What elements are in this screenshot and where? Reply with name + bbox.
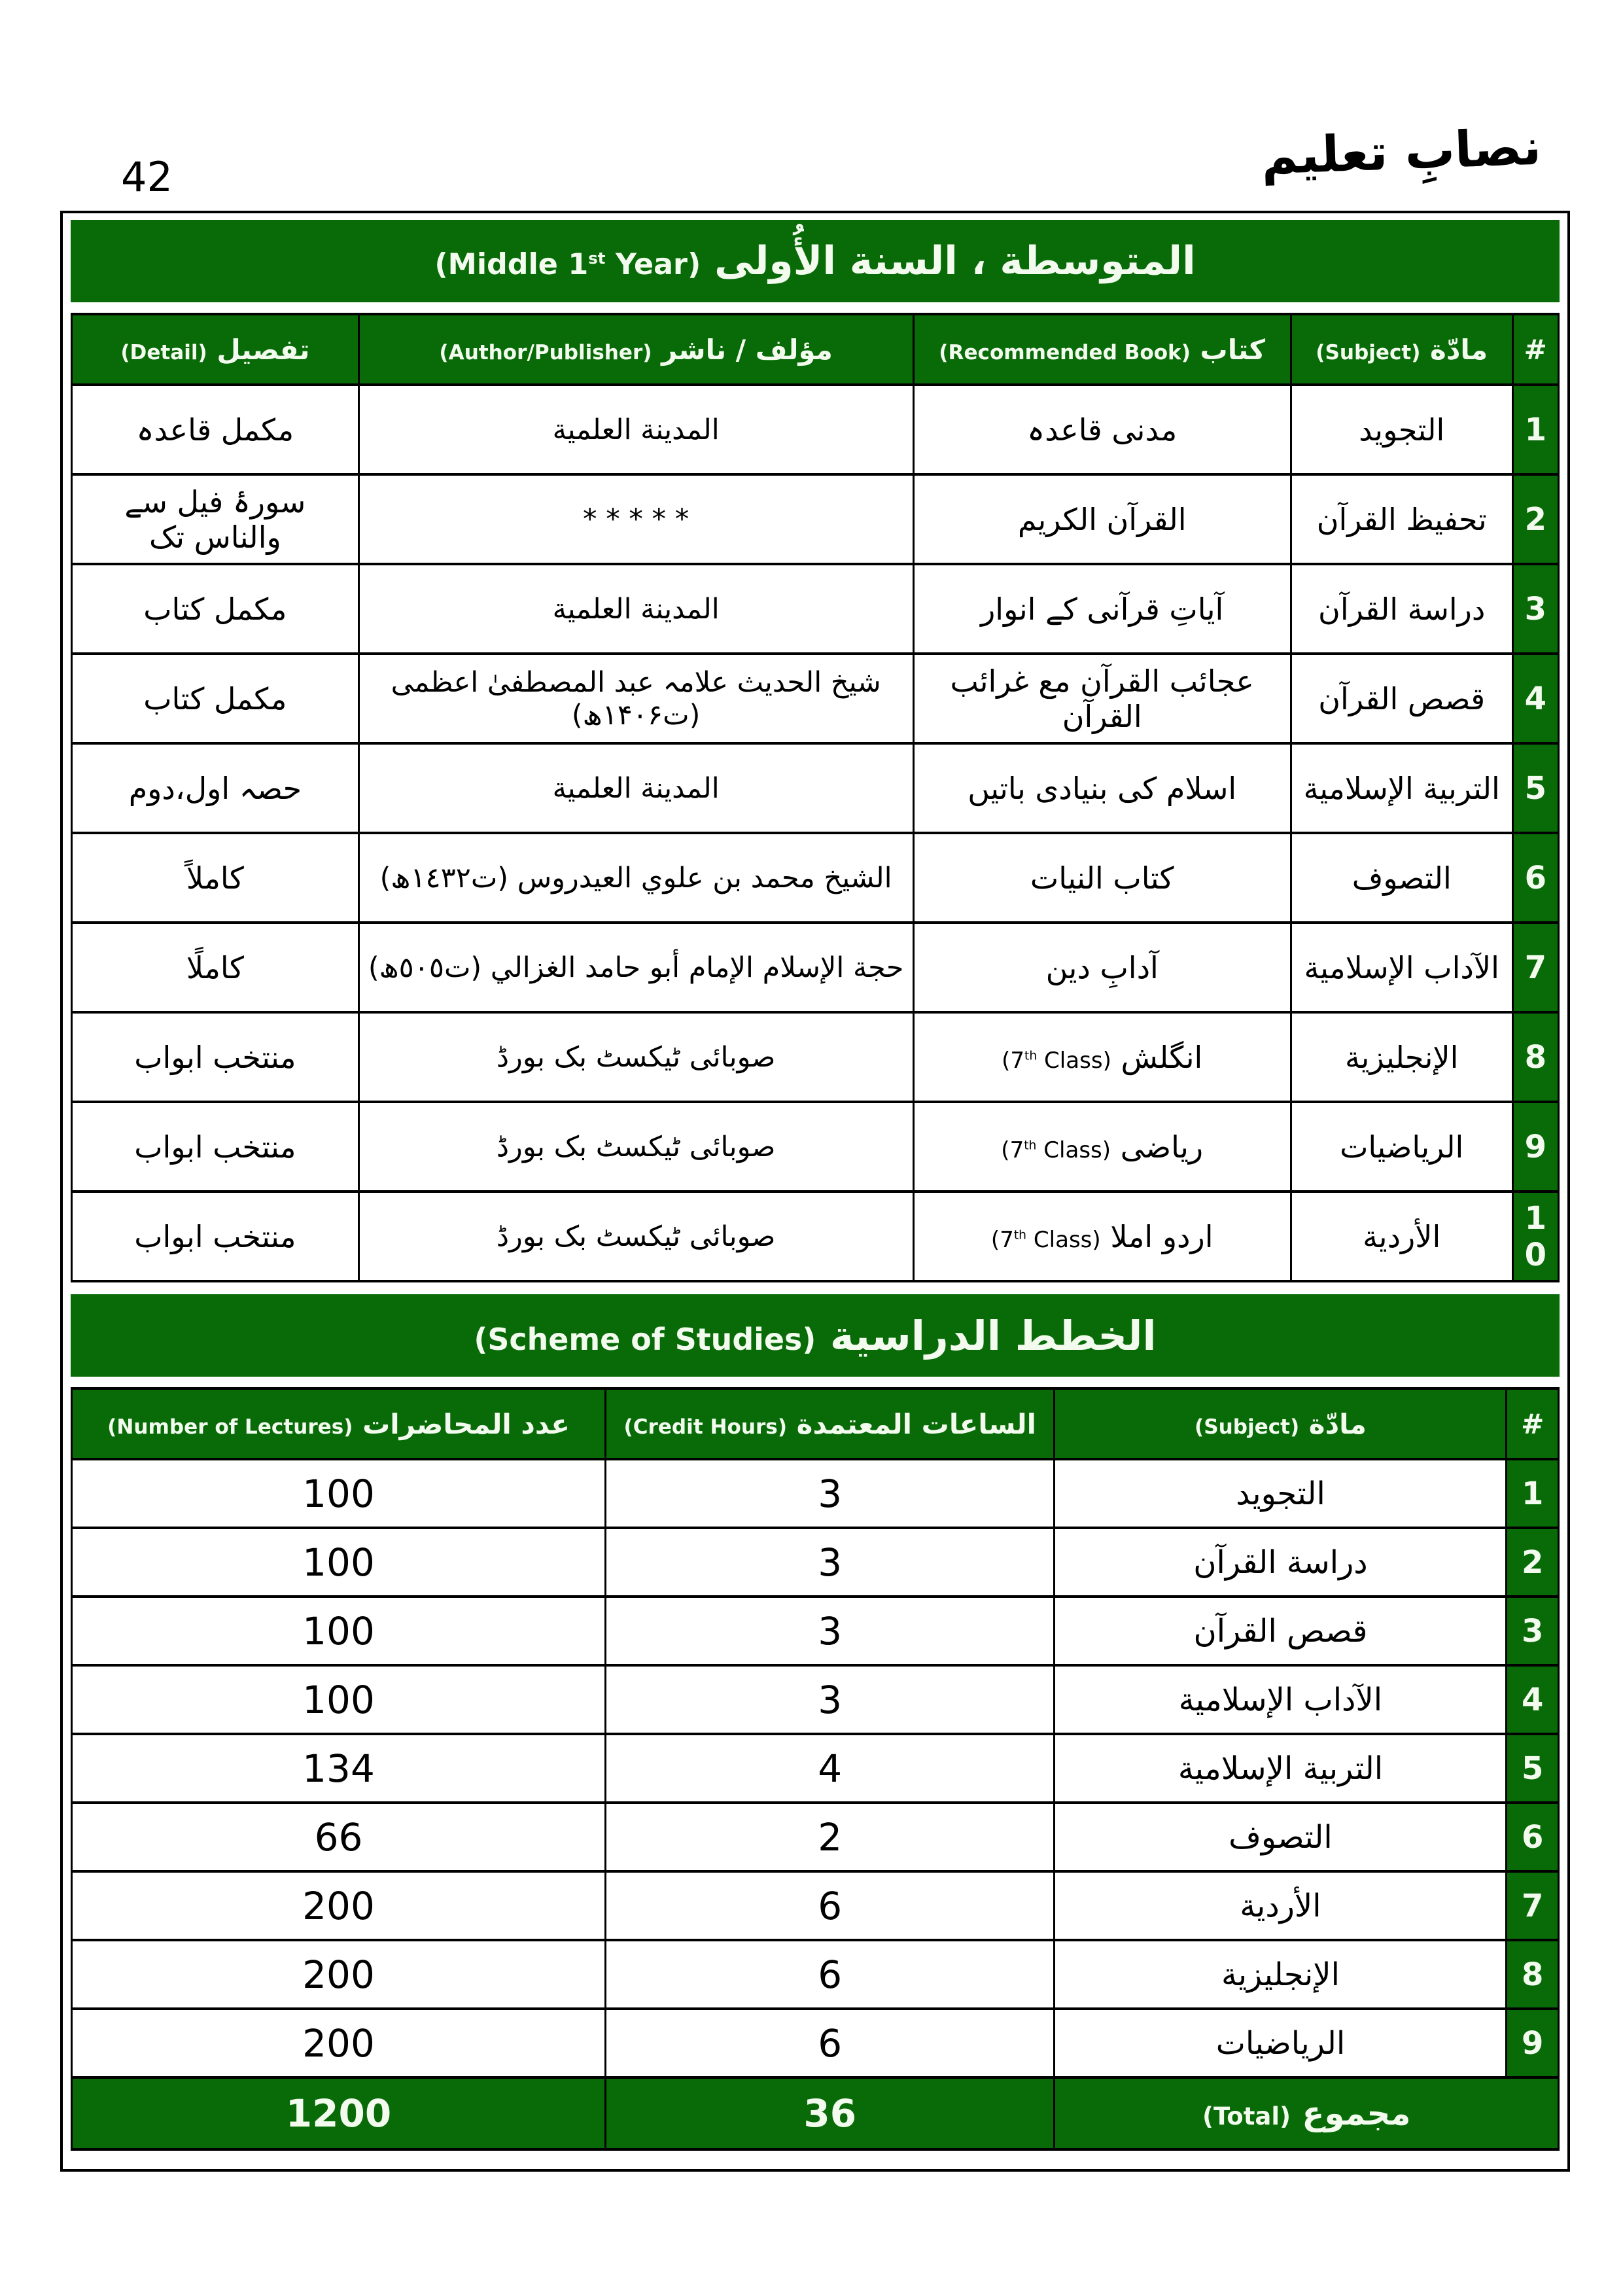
curriculum-row-num-cell: 8 [1512,1012,1558,1102]
curriculum-row-num-cell: 1 [1512,385,1558,474]
curriculum-row-book-cell: آیاتِ قرآنی کے انوار [913,564,1291,654]
scheme-title: الخطط الدراسية (Scheme of Studies) [474,1311,1157,1360]
scheme-row-lectures-cell: 100 [72,1597,606,1665]
table-header-row [72,314,1559,385]
scheme-row-credit_hours-cell: 4 [606,1734,1055,1803]
curriculum-row-subject-cell: الإنجليزية [1291,1012,1512,1102]
scheme-row-lectures-cell: 66 [72,1803,606,1871]
curriculum-row-subject-cell: الآداب الإسلامية [1291,923,1512,1012]
scheme-row [72,1871,1559,1940]
scheme-row-subject-cell: التربية الإسلامية [1055,1734,1507,1803]
curriculum-row-author-cell: المدينة العلمية [358,743,913,833]
scheme-table-body [72,1459,1559,2077]
scheme-row-subject-cell: الإنجليزية [1055,1940,1507,2009]
scheme-row-credit_hours-cell: 3 [606,1528,1055,1597]
curriculum-row-book-cell: اردو املا (7th Class) [913,1192,1291,1281]
scheme-row-credit_hours-cell: 3 [606,1665,1055,1734]
scheme-table-footer [72,2077,1559,2149]
scheme-row-num-cell: 4 [1507,1665,1559,1734]
curriculum-row-num-cell: 7 [1512,923,1558,1012]
curriculum-row-author-cell: شیخ الحدیث علامہ عبد المصطفیٰ اعظمی (ت۱۴۰۶ھ) [358,654,913,743]
curriculum-row-detail-cell: منتخب ابواب [72,1012,359,1102]
total-lectures-cell: 1200 [72,2077,606,2149]
curriculum-row-detail-cell: سورۂ فیل سے والناس تک [72,474,359,564]
scheme-row-num-cell: 1 [1507,1459,1559,1528]
curriculum-row-author-cell: حجة الإسلام الإمام أبو حامد الغزالي (ت٥٠٥ھ) [358,923,913,1012]
curriculum-row-author-cell: المدينة العلمية [358,564,913,654]
curriculum-row-book-cell: مدنی قاعدہ [913,385,1291,474]
col-header-author: مؤلف / ناشر (Author/Publisher) [358,314,913,385]
scheme-row-num-cell: 5 [1507,1734,1559,1803]
scheme-row-num-cell: 2 [1507,1528,1559,1597]
scheme-row-lectures-cell: 200 [72,1940,606,2009]
scheme-row-credit_hours-cell: 3 [606,1597,1055,1665]
scheme-row-subject-cell: الأردية [1055,1871,1507,1940]
scheme-row [72,1528,1559,1597]
curriculum-row [72,833,1559,923]
curriculum-row [72,743,1559,833]
curriculum-row-detail-cell: مکمل قاعدہ [72,385,359,474]
curriculum-row-subject-cell: تحفيظ القرآن [1291,474,1512,564]
curriculum-row-author-cell: صوبائی ٹیکسٹ بک بورڈ [358,1012,913,1102]
curriculum-row [72,1102,1559,1192]
scheme-row-num-cell: 7 [1507,1871,1559,1940]
total-label-cell: مجموع (Total) [1055,2077,1559,2149]
col-header-subject: مادّة (Subject) [1055,1388,1507,1459]
curriculum-row [72,923,1559,1012]
scheme-row [72,1734,1559,1803]
header-calligraphy-nisab-e-taleem: نصابِ تعلیم [1260,117,1543,186]
col-header-lectures: عدد المحاضرات (Number of Lectures) [72,1388,606,1459]
curriculum-table [71,313,1560,1282]
scheme-row [72,1803,1559,1871]
scheme-row-num-cell: 6 [1507,1803,1559,1871]
curriculum-row-book-cell: ریاضی (7th Class) [913,1102,1291,1192]
curriculum-row-subject-cell: الرياضيات [1291,1102,1512,1192]
scheme-row-subject-cell: التجويد [1055,1459,1507,1528]
curriculum-row-subject-cell: قصص القرآن [1291,654,1512,743]
curriculum-row-subject-cell: التربية الإسلامية [1291,743,1512,833]
total-row [72,2077,1559,2149]
curriculum-row-detail-cell: كاملًا [72,923,359,1012]
scheme-row-credit_hours-cell: 6 [606,2009,1055,2077]
curriculum-row-detail-cell: منتخب ابواب [72,1192,359,1281]
curriculum-row-detail-cell: كاملاً [72,833,359,923]
scheme-row-subject-cell: قصص القرآن [1055,1597,1507,1665]
scheme-row-credit_hours-cell: 6 [606,1940,1055,2009]
curriculum-row-author-cell: الشيخ محمد بن علوي العيدروس (ت١٤٣٢ھ) [358,833,913,923]
col-header-num: # [1512,314,1558,385]
curriculum-row-author-cell: صوبائی ٹیکسٹ بک بورڈ [358,1192,913,1281]
scheme-row-credit_hours-cell: 6 [606,1871,1055,1940]
curriculum-row-subject-cell: التجويد [1291,385,1512,474]
scheme-row-num-cell: 9 [1507,2009,1559,2077]
total-credit-hours-cell: 36 [606,2077,1055,2149]
curriculum-row-book-cell: اسلام کی بنیادی باتیں [913,743,1291,833]
scheme-table-header [72,1388,1559,1459]
curriculum-row-num-cell: 10 [1512,1192,1558,1281]
scheme-row-lectures-cell: 200 [72,2009,606,2077]
curriculum-table-body [72,385,1559,1281]
curriculum-row-detail-cell: حصہ اول،دوم [72,743,359,833]
curriculum-row-num-cell: 2 [1512,474,1558,564]
curriculum-row-subject-cell: الأردية [1291,1192,1512,1281]
col-header-subject: مادّة (Subject) [1291,314,1512,385]
scheme-row-num-cell: 8 [1507,1940,1559,2009]
curriculum-row-detail-cell: مکمل کتاب [72,654,359,743]
scheme-row-subject-cell: التصوف [1055,1803,1507,1871]
curriculum-row-num-cell: 5 [1512,743,1558,833]
curriculum-row-detail-cell: مکمل کتاب [72,564,359,654]
curriculum-row [72,654,1559,743]
page-number: 42 [121,153,173,201]
curriculum-row-book-cell: عجائب القرآن مع غرائب القرآن [913,654,1291,743]
curriculum-row-num-cell: 9 [1512,1102,1558,1192]
scheme-row-subject-cell: دراسة القرآن [1055,1528,1507,1597]
curriculum-row-author-cell: المدينة العلمية [358,385,913,474]
scheme-row-subject-cell: الرياضيات [1055,2009,1507,2077]
scheme-row-lectures-cell: 200 [72,1871,606,1940]
col-header-num: # [1507,1388,1559,1459]
content-border-box [60,211,1570,2172]
scheme-row-lectures-cell: 100 [72,1459,606,1528]
table1-title-banner [71,220,1560,302]
scheme-row-lectures-cell: 100 [72,1665,606,1734]
col-header-book: كتاب (Recommended Book) [913,314,1291,385]
scheme-row [72,2009,1559,2077]
curriculum-row [72,385,1559,474]
scheme-row-subject-cell: الآداب الإسلامية [1055,1665,1507,1734]
scheme-row [72,1665,1559,1734]
curriculum-row-author-cell: صوبائی ٹیکسٹ بک بورڈ [358,1102,913,1192]
curriculum-row-subject-cell: دراسة القرآن [1291,564,1512,654]
curriculum-row-book-cell: كتاب النيات [913,833,1291,923]
scheme-row-num-cell: 3 [1507,1597,1559,1665]
scheme-row-credit_hours-cell: 3 [606,1459,1055,1528]
scheme-row [72,1459,1559,1528]
curriculum-row-num-cell: 6 [1512,833,1558,923]
curriculum-row [72,1012,1559,1102]
curriculum-row-author-cell: * * * * * [358,474,913,564]
curriculum-row-detail-cell: منتخب ابواب [72,1102,359,1192]
scheme-of-studies-banner [71,1294,1560,1377]
curriculum-row-book-cell: انگلش (7th Class) [913,1012,1291,1102]
curriculum-row-subject-cell: التصوف [1291,833,1512,923]
scheme-row-credit_hours-cell: 2 [606,1803,1055,1871]
curriculum-table-header [72,314,1559,385]
curriculum-row [72,1192,1559,1281]
curriculum-row-num-cell: 4 [1512,654,1558,743]
scheme-row-lectures-cell: 134 [72,1734,606,1803]
table-header-row [72,1388,1559,1459]
curriculum-row-num-cell: 3 [1512,564,1558,654]
curriculum-row-book-cell: آدابِ دین [913,923,1291,1012]
scheme-of-studies-table [71,1387,1560,2151]
scheme-row-lectures-cell: 100 [72,1528,606,1597]
table1-title: المتوسطة ، السنة الأُولى (Middle 1st Year) [434,238,1196,284]
curriculum-row [72,474,1559,564]
col-header-credit-hours: الساعات المعتمدة (Credit Hours) [606,1388,1055,1459]
scheme-row [72,1597,1559,1665]
curriculum-row [72,564,1559,654]
curriculum-row-book-cell: القرآن الكريم [913,474,1291,564]
col-header-detail: تفصيل (Detail) [72,314,359,385]
scheme-row [72,1940,1559,2009]
